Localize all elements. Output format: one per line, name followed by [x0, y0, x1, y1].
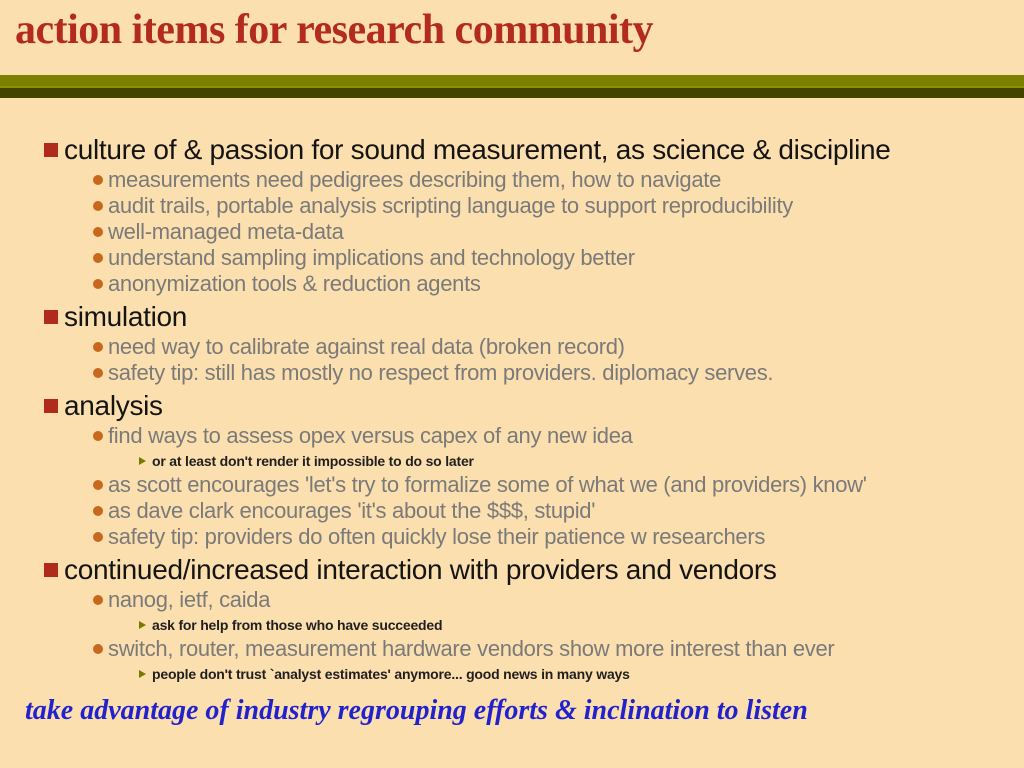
section-heading — [0, 553, 1024, 587]
bullet-item — [0, 193, 1024, 219]
level2-dot-bullet-icon — [93, 506, 103, 516]
bullet-item-text: safety tip: providers do often quickly lose their patience w researchers — [108, 524, 766, 549]
bullet-item — [0, 636, 1024, 662]
bullet-item — [0, 334, 1024, 360]
level2-dot-bullet-icon — [93, 201, 103, 211]
section-heading — [0, 133, 1024, 167]
bullet-item-text: well-managed meta-data — [108, 219, 344, 244]
level2-dot-bullet-icon — [93, 279, 103, 289]
level2-dot-bullet-icon — [93, 532, 103, 542]
bullet-item — [0, 271, 1024, 297]
section-heading — [0, 389, 1024, 423]
bullet-item — [0, 219, 1024, 245]
sub-bullet-item-text: ask for help from those who have succeeded — [152, 616, 443, 633]
bullet-item-text: as dave clark encourages 'it's about the $$$, stupid' — [108, 498, 596, 523]
bullet-item — [0, 472, 1024, 498]
bullet-item-text: need way to calibrate against real data (broken record) — [108, 334, 625, 359]
sub-bullet-item-text: people don't trust `analyst estimates' anymore... good news in many ways — [152, 665, 630, 682]
level2-dot-bullet-icon — [93, 253, 103, 263]
bullet-item — [0, 423, 1024, 449]
sub-bullet-item — [0, 613, 1024, 636]
slide-body — [0, 133, 1024, 685]
slide-title: action items for research community — [15, 7, 654, 53]
bullet-item — [0, 524, 1024, 550]
level2-dot-bullet-icon — [93, 342, 103, 352]
sub-bullet-item — [0, 662, 1024, 685]
section-heading — [0, 300, 1024, 334]
bullet-item-text: nanog, ietf, caida — [108, 587, 271, 612]
bullet-item-text: switch, router, measurement hardware vendors show more interest than ever — [108, 636, 835, 661]
level2-dot-bullet-icon — [93, 175, 103, 185]
divider-bar-olive — [0, 75, 1024, 86]
level2-dot-bullet-icon — [93, 431, 103, 441]
bullet-item — [0, 360, 1024, 386]
bullet-item-text: understand sampling implications and technology better — [108, 245, 635, 270]
level1-square-bullet-icon — [44, 143, 58, 157]
sub-bullet-item — [0, 449, 1024, 472]
divider-bar-dark — [0, 88, 1024, 98]
level1-square-bullet-icon — [44, 563, 58, 577]
bullet-item-text: anonymization tools & reduction agents — [108, 271, 481, 296]
level2-dot-bullet-icon — [93, 368, 103, 378]
bullet-item-text: as scott encourages 'let's try to formalize some of what we (and providers) know' — [108, 472, 867, 497]
level1-square-bullet-icon — [44, 399, 58, 413]
level2-dot-bullet-icon — [93, 644, 103, 654]
level2-dot-bullet-icon — [93, 227, 103, 237]
section-heading-text: continued/increased interaction with providers and vendors — [64, 554, 777, 585]
sub-bullet-item-text: or at least don't render it impossible to do so later — [152, 452, 474, 469]
bullet-item — [0, 167, 1024, 193]
bullet-item-text: audit trails, portable analysis scripting language to support reproducibility — [108, 193, 793, 218]
section-heading-text: culture of & passion for sound measurement, as science & discipline — [64, 134, 891, 165]
section-heading-text: analysis — [64, 390, 163, 421]
bullet-item — [0, 245, 1024, 271]
slide-footer-tagline: take advantage of industry regrouping efforts & inclination to listen — [25, 695, 808, 726]
section-heading-text: simulation — [64, 301, 188, 332]
bullet-item-text: safety tip: still has mostly no respect from providers. diplomacy serves. — [108, 360, 774, 385]
bullet-item — [0, 587, 1024, 613]
level1-square-bullet-icon — [44, 310, 58, 324]
level2-dot-bullet-icon — [93, 480, 103, 490]
level2-dot-bullet-icon — [93, 595, 103, 605]
level3-arrow-bullet-icon — [139, 621, 146, 629]
bullet-item — [0, 498, 1024, 524]
level3-arrow-bullet-icon — [139, 457, 146, 465]
bullet-item-text: find ways to assess opex versus capex of any new idea — [108, 423, 633, 448]
level3-arrow-bullet-icon — [139, 670, 146, 678]
bullet-item-text: measurements need pedigrees describing them, how to navigate — [108, 167, 722, 192]
